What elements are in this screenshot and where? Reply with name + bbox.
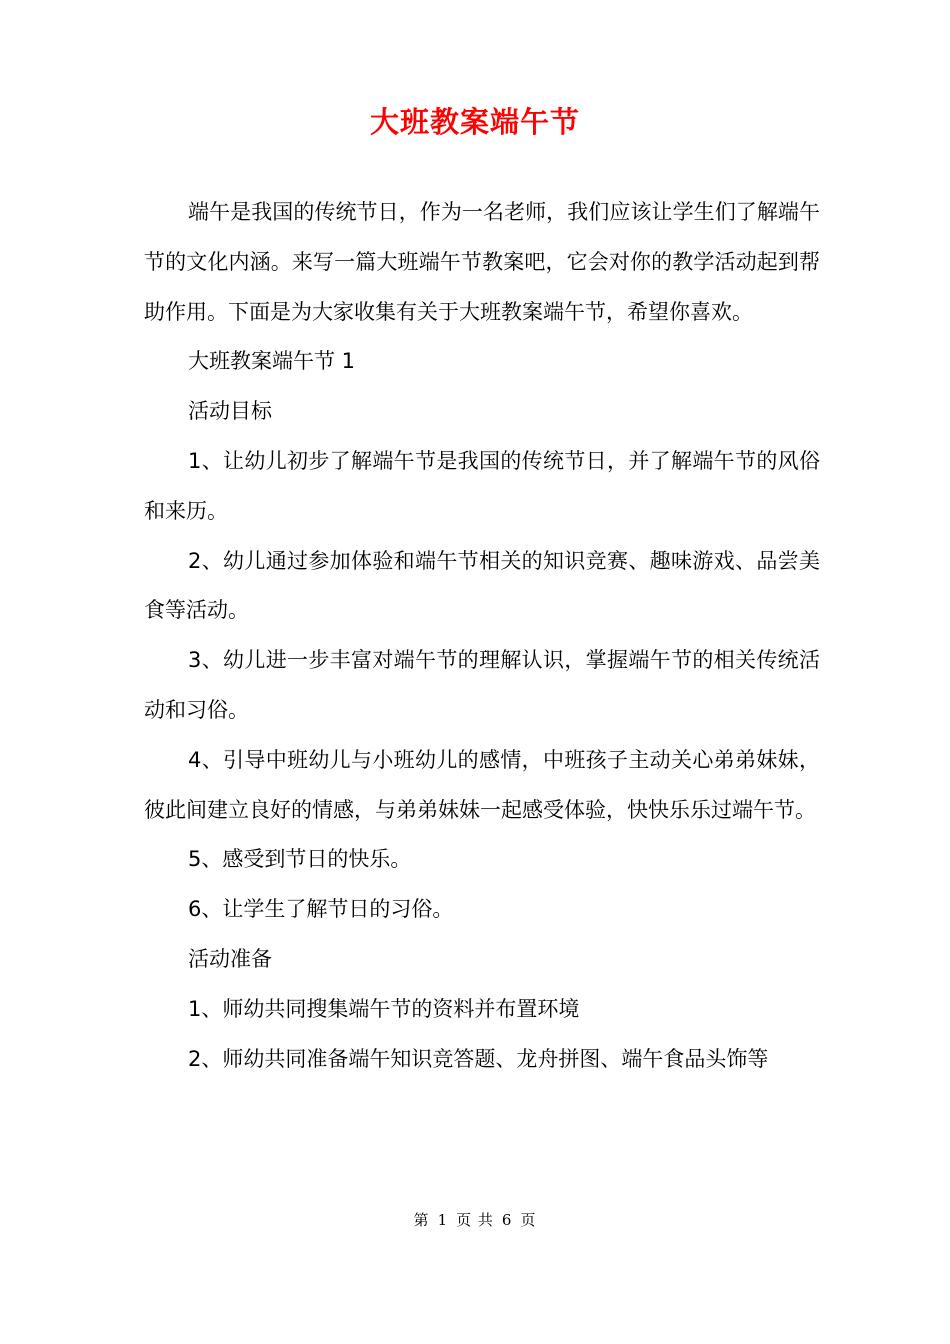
footer-label-pages: 页 (520, 1211, 537, 1229)
section-heading-preparation: 活动准备 (188, 946, 272, 971)
goal-item-2: 2、幼儿通过参加体验和端午节相关的知识竞赛、趣味游戏、品尝美食等活动。 (144, 548, 820, 623)
section-heading-goals: 活动目标 (188, 399, 272, 424)
preparation-item-1: 1、师幼共同搜集端午节的资料并布置环境 (188, 996, 580, 1021)
footer-label-page: 第 (413, 1211, 430, 1229)
document-title: 大班教案端午节 (369, 105, 580, 139)
preparation-item-2: 2、师幼共同准备端午知识竞答题、龙舟拼图、端午食品头饰等 (188, 1046, 769, 1071)
footer-total-pages: 6 (501, 1211, 513, 1229)
goal-item-3: 3、幼儿进一步丰富对端午节的理解认识，掌握端午节的相关传统活动和习俗。 (144, 648, 820, 722)
goal-item-1: 1、让幼儿初步了解端午节是我国的传统节日，并了解端午节的风俗和来历。 (144, 448, 820, 523)
goal-item-5: 5、感受到节日的快乐。 (188, 847, 412, 872)
footer-current-page: 1 (437, 1211, 449, 1229)
section-heading-lesson-1: 大班教案端午节 1 (188, 349, 356, 374)
goal-item-4: 4、引导中班幼儿与小班幼儿的感情，中班孩子主动关心弟弟妹妹，彼此间建立良好的情感，与弟弟妹妹一起感受体验，快快乐乐过端午节。 (144, 747, 820, 822)
goal-item-6: 6、让学生了解节日的习俗。 (188, 897, 454, 922)
document-body (144, 188, 820, 1084)
footer-label-of: 页 共 (456, 1211, 494, 1229)
page-footer (0, 1208, 950, 1232)
intro-paragraph: 端午是我国的传统节日，作为一名老师，我们应该让学生们了解端午节的文化内涵。来写一篇大班端午节教案吧，它会对你的教学活动起到帮助作用。下面是为大家收集有关于大班教案端午节，希望你喜欢。 (144, 200, 820, 324)
